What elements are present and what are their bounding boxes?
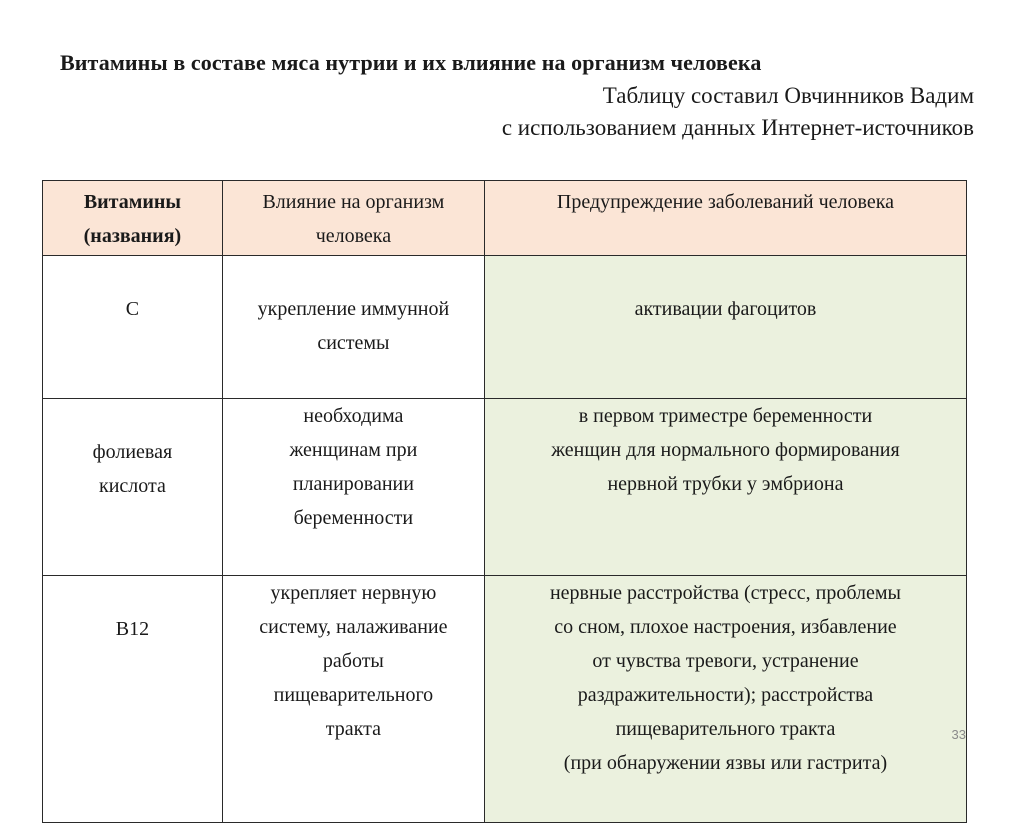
effect-line: беременности [293,507,414,529]
effect-line: систему, налаживание [259,616,448,638]
effect-line: пищеварительного [273,684,434,706]
vitamin-name-cell [43,399,223,576]
prevention-cell [484,576,966,823]
prevention-line: активации фагоцитов [634,298,817,320]
prevention-line: раздражительности); расстройства [577,684,874,706]
page-number: 33 [951,727,966,742]
vitamin-name-line: фолиевая [92,441,173,463]
vitamin-name-line: кислота [98,475,166,497]
effect-line: необходима [303,405,404,427]
prevention-cell [484,256,966,399]
effect-line: планировании [292,473,414,495]
effect-cell [222,399,484,576]
effect-line: работы [322,650,384,672]
column-header-prevention [484,181,966,256]
slide-header [0,0,1024,170]
effect-cell [222,576,484,823]
table-body [43,256,967,823]
effect-cell [222,256,484,399]
vitamin-name-line: В12 [115,618,150,640]
prevention-line: (при обнаружении язвы или гастрита) [563,752,888,774]
prevention-line: нервные расстройства (стресс, проблемы [549,582,901,604]
effect-line: укрепляет нервную [270,582,437,604]
prevention-line: от чувства тревоги, устранение [592,650,859,672]
vitamin-name-cell [43,256,223,399]
source-line: с использованием данных Интернет-источников [501,115,974,140]
prevention-line: в первом триместре беременности [578,405,873,427]
vitamin-table [42,180,967,823]
author-line: Таблицу составил Овчинников Вадим [602,83,974,108]
effect-line: женщинам при [289,439,418,461]
table-header [43,181,967,256]
effect-line: системы [317,332,390,354]
column-header-vitamin [43,181,223,256]
prevention-line: нервной трубки у эмбриона [607,473,844,495]
prevention-cell [484,399,966,576]
table-row-folic-acid [43,399,967,576]
effect-line: укрепление иммунной [257,298,450,320]
table-header-row [43,181,967,256]
column-header-effect [222,181,484,256]
column-header-vitamin-line1: Витамины [83,191,182,213]
column-header-prevention-text: Предупреждение заболеваний человека [556,191,895,213]
column-header-effect-line1: Влияние на организм [262,191,445,213]
prevention-line: пищеварительного тракта [615,718,836,740]
vitamin-name-cell [43,576,223,823]
slide-title: Витамины в составе мяса нутрии и их влияние на организм человека [60,50,762,75]
column-header-vitamin-line2: (названия) [83,225,182,247]
effect-line: тракта [325,718,381,740]
table-row-vitamin-b12 [43,576,967,823]
vitamin-name-line: С [125,298,140,320]
prevention-line: женщин для нормального формирования [551,439,900,461]
prevention-line: со сном, плохое настроения, избавление [554,616,897,638]
column-header-effect-line2: человека [315,225,392,247]
table-row-vitamin-c [43,256,967,399]
